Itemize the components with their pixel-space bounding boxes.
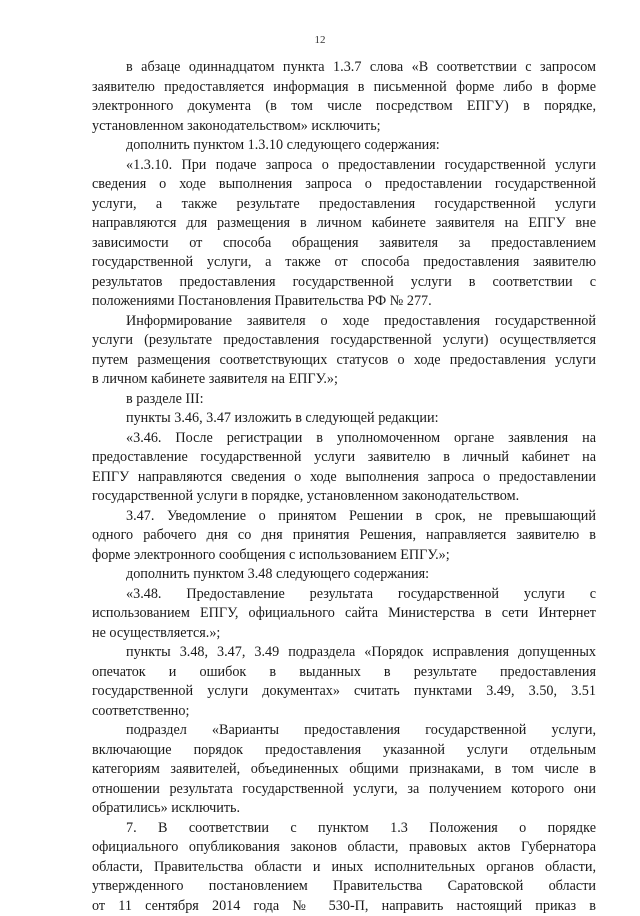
text-line: официального опубликования законов области, правовых актов Губернатора	[92, 838, 596, 858]
text-line: Информирование заявителя о ходе предоставления государственной	[92, 312, 596, 332]
text-line: утвержденного постановлением Правительства Саратовской области	[92, 877, 596, 897]
text-line: области, Правительства области и иных исполнительных органов области,	[92, 858, 596, 878]
text-line: государственной услуги документах» считать пунктами 3.49, 3.50, 3.51	[92, 682, 596, 702]
text-line: «1.3.10. При подаче запроса о предоставлении государственной услуги	[92, 156, 596, 176]
paragraph-item-7	[92, 819, 596, 916]
text-line: положениями Постановления Правительства РФ № 277.	[92, 292, 596, 312]
text-line: одного рабочего дня со дня принятия Решения, направляется заявителю в	[92, 526, 596, 546]
text-line: пункты 3.48, 3.47, 3.49 подраздела «Порядок исправления допущенных	[92, 643, 596, 663]
text-line: результатов предоставления государственной услуги в соответствии с	[92, 273, 596, 293]
text-line: «3.48. Предоставление результата государственной услуги с	[92, 585, 596, 605]
text-line: предоставление государственной услуги заявителю в личный кабинет на	[92, 448, 596, 468]
text-line: 3.47. Уведомление о принятом Решении в срок, не превышающий	[92, 507, 596, 527]
text-line: в абзаце одиннадцатом пункта 1.3.7 слова «В соответствии с запросом	[92, 58, 596, 78]
text-line: подраздел «Варианты предоставления государственной услуги,	[92, 721, 596, 741]
text-line: заявителю предоставляется информация в письменной форме либо в форме	[92, 78, 596, 98]
text-line: дополнить пунктом 1.3.10 следующего содержания:	[92, 136, 596, 156]
text-line: «3.46. После регистрации в уполномоченном органе заявления на	[92, 429, 596, 449]
document-body	[92, 58, 596, 916]
text-line: не осуществляется.»;	[92, 624, 596, 644]
paragraph-3-47-text	[92, 507, 596, 566]
text-line: государственной услуги, а также от способа предоставления заявителю	[92, 253, 596, 273]
text-line: от 11 сентября 2014 года № 530-П, направить настоящий приказ в	[92, 897, 596, 916]
paragraph-variants-subsection	[92, 721, 596, 819]
page-number: 12	[0, 34, 640, 46]
text-line: форме электронного сообщения с использованием ЕПГУ.»;	[92, 546, 596, 566]
text-line: в разделе III:	[92, 390, 596, 410]
text-line: сведения о ходе выполнения запроса о предоставлении государственной	[92, 175, 596, 195]
paragraph-1-3-7-amendment	[92, 58, 596, 136]
text-line: отношении результата государственной услуги, за получением которого они	[92, 780, 596, 800]
text-line: в личном кабинете заявителя на ЕПГУ.»;	[92, 370, 596, 390]
text-line: опечаток и ошибок в выданных в результате предоставления	[92, 663, 596, 683]
paragraph-add-3-48	[92, 565, 596, 585]
text-line: включающие порядок предоставления указанной услуги отдельным	[92, 741, 596, 761]
text-line: ЕПГУ направляются сведения о ходе выполнения запроса о предоставлении	[92, 468, 596, 488]
text-line: 7. В соответствии с пунктом 1.3 Положения о порядке	[92, 819, 596, 839]
paragraph-renumber	[92, 643, 596, 721]
text-line: соответственно;	[92, 702, 596, 722]
paragraph-points-3-46-3-47	[92, 409, 596, 429]
text-line: электронного документа (в том числе посредством ЕПГУ) в порядке,	[92, 97, 596, 117]
paragraph-informing	[92, 312, 596, 390]
text-line: использованием ЕПГУ, официального сайта Министерства в сети Интернет	[92, 604, 596, 624]
text-line: услуги, а также результате предоставления государственной услуги	[92, 195, 596, 215]
paragraph-1-3-10-text	[92, 156, 596, 312]
paragraph-3-48-text	[92, 585, 596, 644]
text-line: установленном законодательством» исключить;	[92, 117, 596, 137]
paragraph-section-iii	[92, 390, 596, 410]
text-line: зависимости от способа обращения заявителя за предоставлением	[92, 234, 596, 254]
text-line: категориям заявителей, объединенных общими признаками, в том числе в	[92, 760, 596, 780]
text-line: дополнить пунктом 3.48 следующего содержания:	[92, 565, 596, 585]
paragraph-add-1-3-10	[92, 136, 596, 156]
text-line: государственной услуги в порядке, установленном законодательством.	[92, 487, 596, 507]
text-line: направляются для размещения в личном кабинете заявителя на ЕПГУ вне	[92, 214, 596, 234]
text-line: пункты 3.46, 3.47 изложить в следующей редакции:	[92, 409, 596, 429]
paragraph-3-46-text	[92, 429, 596, 507]
text-line: обратились» исключить.	[92, 799, 596, 819]
text-line: путем размещения соответствующих статусов о ходе предоставления услуги	[92, 351, 596, 371]
text-line: услуги (результате предоставления государственной услуги) осуществляется	[92, 331, 596, 351]
